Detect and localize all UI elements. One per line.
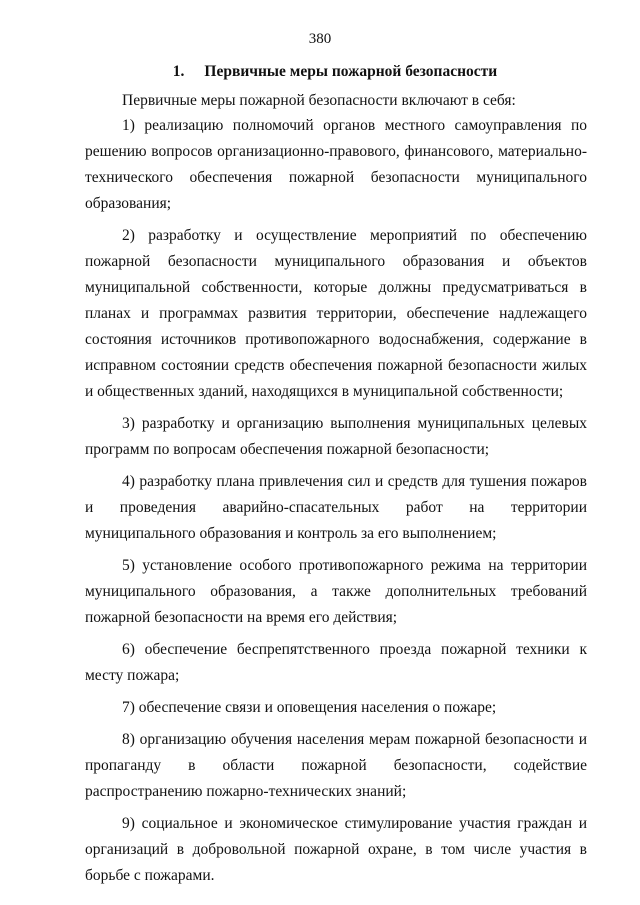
list-item: 5) установление особого противопожарного режима на территории муниципального образования, а также дополнительных требований пожарной безопасности на время его действия;: [85, 557, 587, 626]
measures-list: [85, 113, 587, 895]
list-item: 9) социальное и экономическое стимулирование участия граждан и организаций в добровольной пожарной охране, в том числе участия в борьбе с пожарами.: [85, 815, 587, 884]
list-item: 1) реализацию полномочий органов местного самоуправления по решению вопросов организационно-правового, финансового, материально-технического обеспечения пожарной безопасности муниципального образования;: [85, 117, 587, 212]
section-number: 1.: [172, 63, 185, 80]
page-number: 380: [308, 31, 332, 47]
list-item: 3) разработку и организацию выполнения муниципальных целевых программ по вопросам обеспечения пожарной безопасности;: [85, 415, 587, 458]
list-item: 4) разработку плана привлечения сил и средств для тушения пожаров и проведения аварийно-спасательных работ на территории муниципального образования и контроль за его выполнением;: [85, 473, 587, 542]
section-heading: [85, 62, 585, 82]
list-item: 2) разработку и осуществление мероприятий по обеспечению пожарной безопасности муниципального образования и объектов муниципальной собственности, которые должны предусматриваться в планах и программах развития территории, обеспечение надлежащего состояния источников противопожарного водоснабжения, содержание в исправном состоянии средств обеспечения пожарной безопасности жилых и общественных зданий, находящихся в муниципальной собственности;: [85, 227, 587, 400]
list-item: 6) обеспечение беспрепятственного проезда пожарной техники к месту пожара;: [85, 641, 587, 684]
intro-paragraph: Первичные меры пожарной безопасности включают в себя:: [122, 92, 516, 109]
list-item: 7) обеспечение связи и оповещения населения о пожаре;: [122, 699, 497, 716]
section-title: Первичные меры пожарной безопасности: [204, 63, 498, 80]
list-item: 8) организацию обучения населения мерам пожарной безопасности и пропаганду в области пожарной безопасности, содействие распространению пожарно-технических знаний;: [85, 731, 587, 800]
